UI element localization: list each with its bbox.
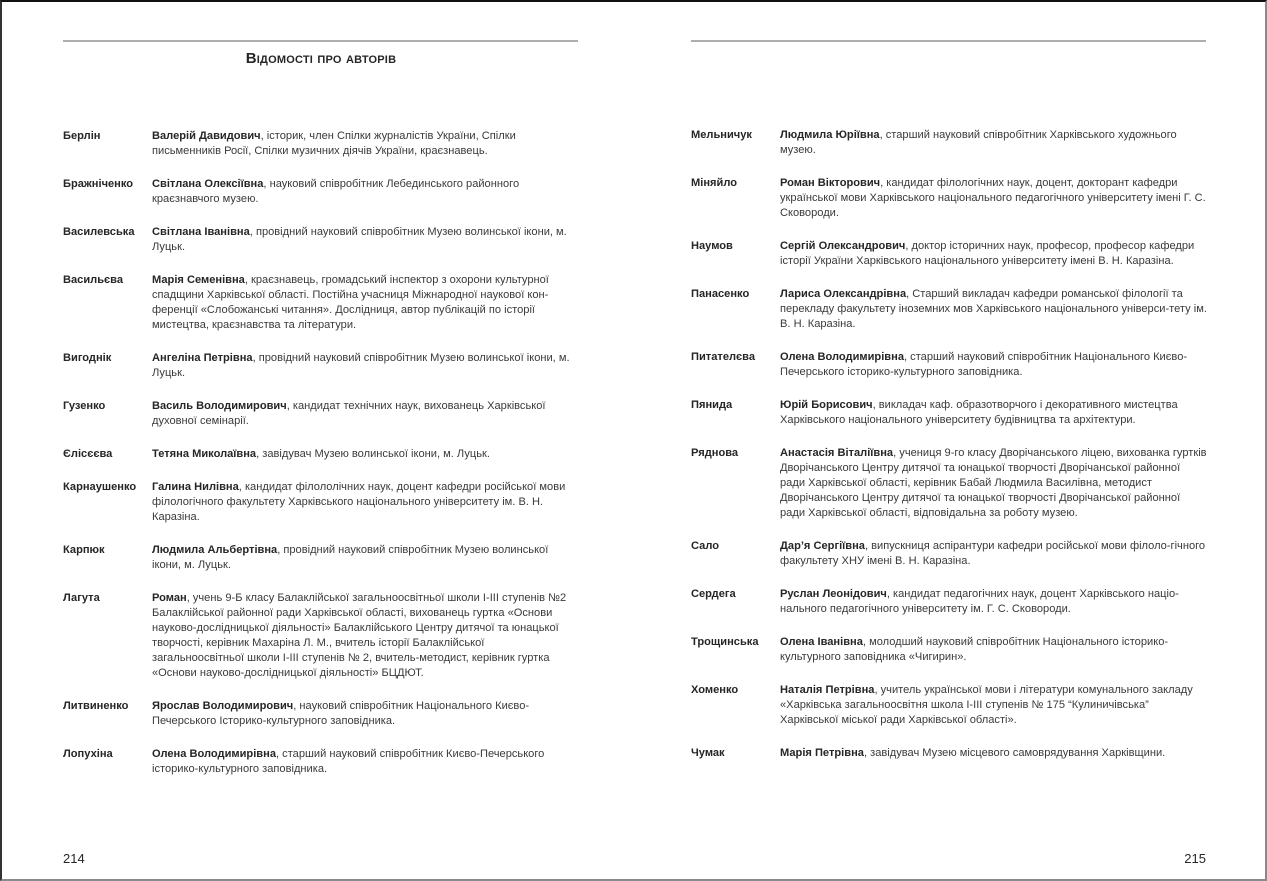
- author-entry: [691, 635, 1207, 665]
- author-surname: Лопухіна: [63, 748, 113, 760]
- author-entry: [63, 699, 579, 729]
- author-description: [152, 273, 579, 333]
- author-entry: [63, 177, 579, 207]
- author-entry: [691, 239, 1207, 269]
- author-list: [63, 129, 579, 795]
- author-entry: [63, 225, 579, 255]
- author-surname: Лагута: [63, 592, 100, 604]
- author-description: [152, 480, 579, 525]
- author-description: [780, 128, 1207, 158]
- author-bio: , краєзнавець, громадський інспектор з охорони культурної спадщини Харківської області. Постійна учасниця Міжнародної наукової кон-ференції «Слобожанські читання». Дослідниця, автор публікацій по історії мистецтва, краєзнавства та літератури.: [152, 274, 549, 331]
- author-bio: , провідний науковий співробітник Музею волинської ікони, м. Луцьк.: [152, 226, 567, 253]
- author-entry: [63, 129, 579, 159]
- author-surname: Васильєва: [63, 274, 124, 286]
- author-surname: Єлісєєва: [63, 448, 113, 460]
- author-given-name: Роман Вікторович: [780, 177, 881, 189]
- author-given-name: Юрій Борисович: [780, 399, 873, 411]
- author-description: [152, 447, 579, 462]
- author-description: [152, 225, 579, 255]
- author-bio: , історик, член Спілки журналістів України, Спілки письменників Росії, Спілки музичних діячів України, краєзнавець.: [152, 130, 516, 157]
- author-surname: Карнаушенко: [63, 481, 137, 493]
- author-bio: , завідувач Музею місцевого самоврядування Харківщини.: [863, 747, 1166, 759]
- author-entry: [691, 350, 1207, 380]
- author-given-name: Тетяна Миколаївна: [152, 448, 257, 460]
- author-description: [780, 398, 1207, 428]
- author-bio: , науковий співробітник Лебединського районного краєзнавчого музею.: [152, 178, 520, 205]
- author-description: [780, 683, 1207, 728]
- author-bio: , молодший науковий співробітник Національного історико-культурного заповідника «Чигирин».: [780, 636, 1169, 663]
- author-bio: , старший науковий співробітник Національного Києво-Печерського історико-культурного заповідника.: [780, 351, 1188, 378]
- author-description: [780, 446, 1207, 521]
- author-entry: [691, 176, 1207, 221]
- author-bio: , кандидат педагогічних наук, доцент Харківського націо-нального педагогічного університету ім. Г. С. Сковороди.: [780, 588, 1179, 615]
- author-surname: Литвиненко: [63, 700, 129, 712]
- author-surname: Наумов: [691, 240, 733, 252]
- author-description: [152, 543, 579, 573]
- author-description: [780, 587, 1207, 617]
- author-surname: Бражніченко: [63, 178, 134, 190]
- page-number: 215: [1184, 851, 1206, 866]
- author-given-name: Світлана Олексіївна: [152, 178, 264, 190]
- author-description: [152, 591, 579, 681]
- author-description: [780, 350, 1207, 380]
- left-page: [63, 2, 579, 879]
- author-description: [152, 351, 579, 381]
- author-description: [152, 129, 579, 159]
- author-entry: [691, 539, 1207, 569]
- author-given-name: Марія Семенівна: [152, 274, 245, 286]
- author-surname: Міняйло: [691, 177, 737, 189]
- author-entry: [63, 351, 579, 381]
- author-entry: [691, 587, 1207, 617]
- author-given-name: Лариса Олександрівна: [780, 288, 907, 300]
- author-surname: Хоменко: [691, 684, 739, 696]
- author-given-name: Василь Володимирович: [152, 400, 287, 412]
- author-bio: , учениця 9-го класу Дворічанського ліцею, вихованка гуртків Дворічанського Центру дитячої та юнацької творчості Дворічанської районної ради Харківської області, керівник Бабай Людмила Василівна, методист Дворічанського Центру дитячої та юнацької творчості Дворічанської районної ради Харківської області, відповідальна за роботу музею.: [780, 447, 1207, 519]
- author-entry: [63, 591, 579, 681]
- author-entry: [691, 287, 1207, 332]
- header-rule: [691, 40, 1206, 42]
- author-bio: , учень 9-Б класу Балаклійської загальноосвітньої школи І-ІІІ ступенів №2 Балаклійської районної ради Харківської області, вихованець гуртка «Основи науково-дослідницької діяльності» Балаклійського Центру дитячої та юнацької творчості, керівник Махаріна Л. М., вчитель історії Балаклійської загальноосвітньої школи І-ІІІ ступенів № 2, вчитель-методист, керівник гуртка «Основи науково-дослідницької діяльності» БЦДЮТ.: [152, 592, 567, 679]
- author-given-name: Руслан Леонідович: [780, 588, 887, 600]
- author-surname: Питателєва: [691, 351, 756, 363]
- author-given-name: Людмила Юріївна: [780, 129, 880, 141]
- author-surname: Сердега: [691, 588, 736, 600]
- author-list: [691, 128, 1207, 779]
- author-surname: Сало: [691, 540, 719, 552]
- author-surname: Василевська: [63, 226, 135, 238]
- author-surname: Гузенко: [63, 400, 106, 412]
- author-surname: Трощинська: [691, 636, 759, 648]
- author-description: [152, 177, 579, 207]
- author-description: [780, 239, 1207, 269]
- author-surname: Карпюк: [63, 544, 105, 556]
- author-bio: , випускниця аспірантури кафедри російської мови філоло-гічного факультету ХНУ імені В. Н. Каразіна.: [780, 540, 1206, 567]
- author-given-name: Роман: [152, 592, 187, 604]
- author-given-name: Анастасія Віталіївна: [780, 447, 894, 459]
- author-given-name: Олена Володимирівна: [780, 351, 904, 363]
- author-bio: , викладач каф. образотворчого і декоративного мистецтва Харківського національного університету будівництва та архітектури.: [780, 399, 1178, 426]
- author-given-name: Наталія Петрівна: [780, 684, 875, 696]
- author-description: [152, 399, 579, 429]
- author-description: [780, 539, 1207, 569]
- author-bio: , учитель української мови і літератури комунального закладу «Харківська загальноосвітня школа І-ІІІ ступенів № 175 “Кулиничівська” Харківської міської ради Харківської області».: [780, 684, 1193, 726]
- author-entry: [63, 447, 579, 462]
- author-given-name: Олена Володимирівна: [152, 748, 276, 760]
- author-description: [780, 635, 1207, 665]
- author-surname: Пянида: [691, 399, 733, 411]
- author-bio: , науковий співробітник Національного Києво-Печерського Історико-культурного заповідника.: [152, 700, 530, 727]
- author-description: [152, 747, 579, 777]
- author-given-name: Дар’я Сергіївна: [780, 540, 865, 552]
- author-given-name: Сергій Олександрович: [780, 240, 906, 252]
- author-given-name: Галина Нилівна: [152, 481, 239, 493]
- author-surname: Панасенко: [691, 288, 750, 300]
- author-bio: , кандидат філололічних наук, доцент кафедри російської мови філологічного факультету Харківського національного університету ім. В. Н. Каразіна.: [152, 481, 566, 523]
- author-bio: , провідний науковий співробітник Музею волинської ікони, м. Луцьк.: [152, 352, 570, 379]
- author-description: [780, 287, 1207, 332]
- author-given-name: Олена Іванівна: [780, 636, 863, 648]
- author-entry: [63, 399, 579, 429]
- author-entry: [63, 273, 579, 333]
- author-bio: , завідувач Музею волинської ікони, м. Луцьк.: [256, 448, 490, 460]
- author-surname: Мельничук: [691, 129, 752, 141]
- author-surname: Чумак: [691, 747, 725, 759]
- author-bio: , старший науковий співробітник Києво-Печерського історико-культурного заповідника.: [152, 748, 545, 775]
- author-given-name: Ангеліна Петрівна: [152, 352, 253, 364]
- author-description: [780, 176, 1207, 221]
- author-description: [780, 746, 1207, 761]
- author-entry: [691, 746, 1207, 761]
- author-given-name: Ярослав Володимирович: [152, 700, 294, 712]
- author-bio: , доктор історичних наук, професор, професор кафедри історії України Харківського національного університету імені В. Н. Каразіна.: [780, 240, 1195, 267]
- header-rule: [63, 40, 578, 42]
- author-bio: , Старший викладач кафедри романської філології та перекладу факультету іноземних мов Харківського національного універси-тету ім. В. Н. Каразіна.: [780, 288, 1207, 330]
- right-page: [691, 2, 1207, 879]
- author-bio: , провідний науковий співробітник Музею волинської ікони, м. Луцьк.: [152, 544, 549, 571]
- author-entry: [691, 446, 1207, 521]
- author-entry: [691, 128, 1207, 158]
- author-surname: Берлін: [63, 130, 101, 142]
- page-title: Відомості про авторів: [245, 50, 397, 67]
- author-given-name: Людмила Альбертівна: [152, 544, 278, 556]
- author-entry: [63, 543, 579, 573]
- author-entry: [63, 480, 579, 525]
- author-description: [152, 699, 579, 729]
- author-bio: , кандидат філологічних наук, доцент, докторант кафедри української мови Харківського національного педагогічного університету імені Г. С. Сковороди.: [780, 177, 1206, 219]
- author-given-name: Світлана Іванівна: [152, 226, 250, 238]
- author-given-name: Марія Петрівна: [780, 747, 864, 759]
- author-surname: Ряднова: [691, 447, 739, 459]
- author-surname: Вигоднік: [63, 352, 112, 364]
- author-entry: [691, 398, 1207, 428]
- author-bio: , старший науковий співробітник Харківського художнього музею.: [780, 129, 1177, 156]
- page-number: 214: [63, 851, 85, 866]
- author-entry: [691, 683, 1207, 728]
- author-bio: , кандидат технічних наук, вихованець Харківської духовної семінарії.: [152, 400, 546, 427]
- author-given-name: Валерій Давидович: [152, 130, 261, 142]
- author-entry: [63, 747, 579, 777]
